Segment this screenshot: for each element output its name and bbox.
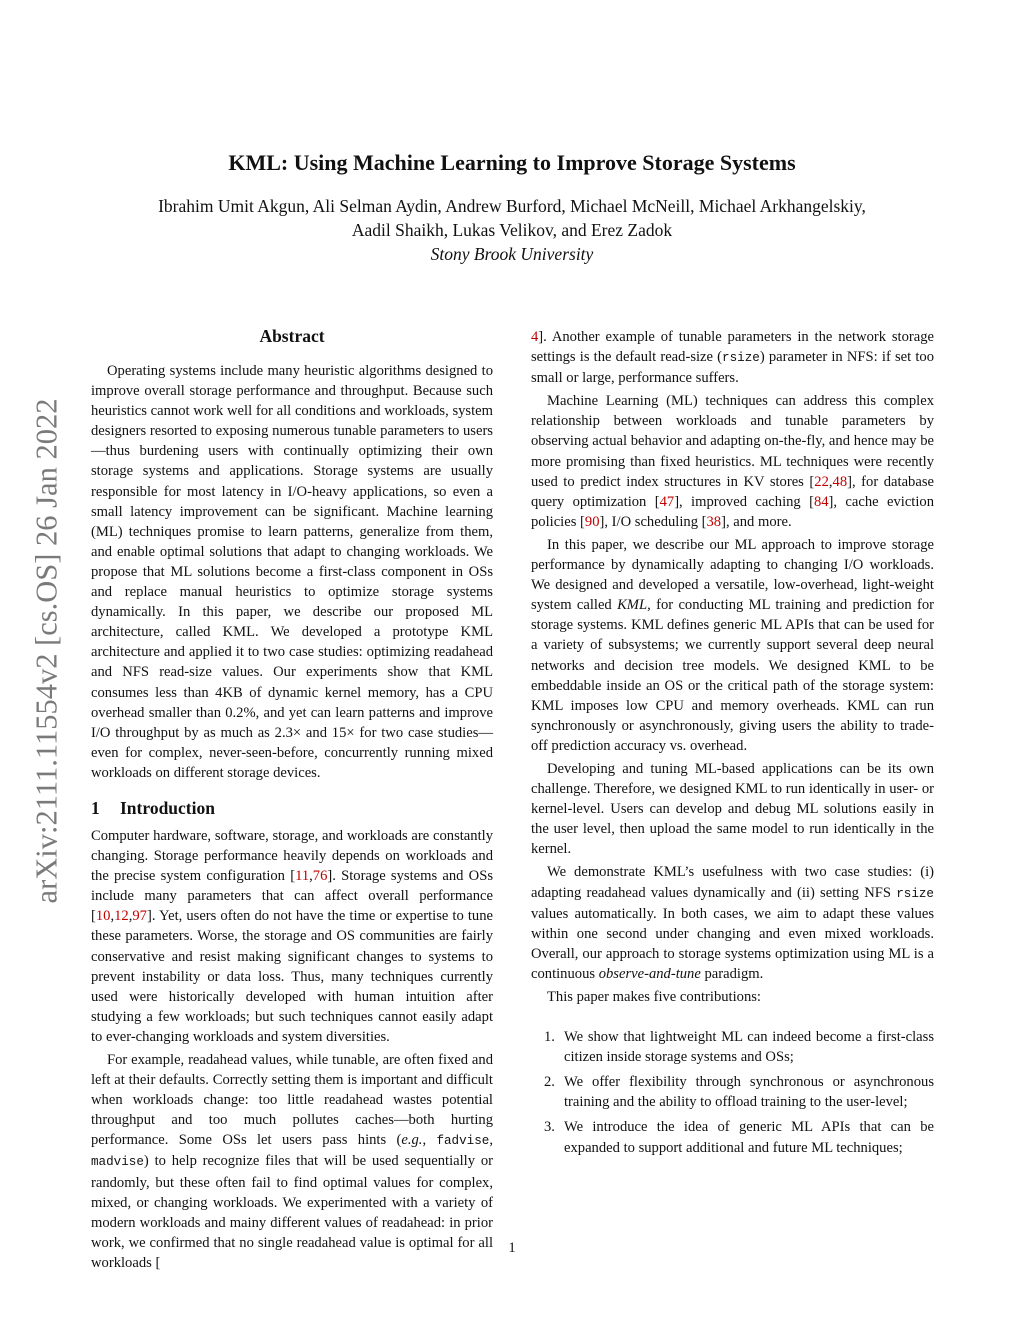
code-rsize: rsize <box>722 351 760 366</box>
authors-line-2: Aadil Shaikh, Lukas Velikov, and Erez Zadok <box>351 220 673 240</box>
intro-paragraph-6: We demonstrate KML’s usefulness with two case studies: (i) adapting readahead values dynamically and (ii) setting NFS rsize values automatically. In both cases, we aim to adapt these values within one second under changing and even mixed workloads. Overall, our approach to storage systems optimization using ML is a continuous observe-and-tune paradigm. <box>531 864 934 982</box>
intro-paragraph-3: Machine Learning (ML) techniques can address this complex relationship between workloads and tunable parameters by observing actual behavior and adapting on-the-fly, and hence may be more promising than fixed heuristics. ML techniques were recently used to predict index structures in KV stores [22,48], for database query optimization [47], improved caching [84], cache eviction policies [90], I/O scheduling [38], and more. <box>531 393 934 530</box>
intro-paragraph-2: For example, readahead values, while tunable, are often fixed and left at their defaults. Correctly setting them is important and difficult when workloads change: too little readahead wastes potential throughput and too much pollutes caches—both hurting performance. Some OSs let users pass hints (e.g., fadvise, madvise) to help recognize files that will be used sequentially or randomly, but these often fail to find optimal values for complex, mixed, or changing workloads. We experimented with a variety of modern workloads and mainy different values of readahead: in prior work, we confirmed that no single readahead value is optimal for all workloads [ <box>91 1052 493 1271</box>
arxiv-identifier: arXiv:2111.11554v2 [cs.OS] 26 Jan 2022 <box>29 398 64 904</box>
citation-link[interactable]: 48 <box>832 473 848 490</box>
citation-link[interactable]: 22 <box>814 473 829 490</box>
page-number: 1 <box>508 1240 516 1256</box>
intro-paragraph-5: Developing and tuning ML-based applications can be its own challenge. Therefore, we designed KML to run identically in user- or kernel-level. Users can develop and debug ML solutions easily in the user level, then upload the same model to run identically in the kernel. <box>531 760 934 858</box>
citation-link[interactable]: 97 <box>132 908 147 925</box>
list-item-text: We introduce the idea of generic ML APIs that can be expanded to support additional and future ML techniques; <box>564 1119 934 1156</box>
citation-link[interactable]: 12 <box>114 908 129 925</box>
citation-link[interactable]: 11 <box>295 868 310 885</box>
section-heading-introduction <box>91 796 493 820</box>
paragraph-2-continued: ) to help recognize files that will be used sequentially or randomly, but these often fail to find optimal values for complex, mixed, or changing workloads. We experimented with a variety of modern workloads and mainy different values of readahead: in prior work, we confirmed that no single readahead value is optimal for all workloads [ <box>91 1153 493 1271</box>
intro-paragraph-1: Computer hardware, software, storage, and workloads are constantly changing. Storage performance heavily depends on workloads and the precise system configuration [11,76]. Storage systems and OSs include many parameters that can affect overall performance [10,12,97]. Yet, users often do not have the time or expertise to tune these parameters. Worse, the storage and OS communities are fairly conservative and resist making significant changes to systems to prevent instability or data loss. Thus, many techniques currently used were historically developed with human intuition after studying a few workloads; but such techniques cannot easily adapt to ever-changing workloads and system diversities. <box>91 827 494 1045</box>
list-item-text: We offer flexibility through synchronous or asynchronous training and the ability to offload training to the user-level; <box>564 1074 934 1111</box>
code-madvise: madvise <box>91 1155 144 1170</box>
contributions-list <box>531 1027 934 1158</box>
code-rsize: rsize <box>896 886 934 901</box>
citation-link[interactable]: 10 <box>95 908 111 925</box>
abstract-text: Operating systems include many heuristic algorithms designed to improve overall storage performance and throughput. Because such heuristics cannot work well for all conditions and workloads, system designers resorted to exposing numerous tunable parameters to users—thus burdening users with continually optimizing their own storage systems and applications. Storage systems are usually responsible for most latency in I/O-heavy applications, so even a small latency improvement can be significant. Machine learning (ML) techniques promise to learn patterns, generalize from them, and enable optimal solutions that adapt to changing workloads. We propose that ML solutions become a first-class component in OSs and replace manual heuristics to optimize storage systems dynamically. In this paper, we describe our proposed ML architecture, called KML. We developed a prototype KML architecture and applied it to two case studies: optimizing readahead and NFS read-size values. Our experiments show that KML consumes less than 4KB of dynamic kernel memory, has a CPU overhead smaller than 0.2%, and yet can learn patterns and improve I/O throughput by as much as 2.3× and 15× for two case studies—even for complex, never-seen-before, concurrently running mixed workloads on different storage devices. <box>91 363 493 781</box>
kml-name: KML <box>617 597 648 614</box>
intro-paragraph-4: In this paper, we describe our ML approach to improve storage performance by dynamically adapting to changing I/O workloads. We designed and developed a versatile, low-overhead, light-weight system called KML, for conducting ML training and prediction for storage systems. KML defines generic ML APIs that can be used for a variety of subsystems; we currently support several deep neural networks and decision tree models. We designed KML to be embeddable inside an OS or the critical path of the storage system: KML imposes low CPU and memory overheads. KML can run synchronously or asynchronously, giving users the ability to trade-off prediction accuracy vs. overhead. <box>531 536 934 754</box>
section-number: 1 <box>91 797 100 818</box>
list-marker: 3. <box>544 1119 555 1136</box>
list-marker: 1. <box>544 1029 555 1046</box>
abstract-heading: Abstract <box>259 326 325 346</box>
left-column <box>91 323 493 1273</box>
list-item <box>531 1027 934 1067</box>
list-marker: 2. <box>544 1074 555 1091</box>
citation-link[interactable]: 38 <box>706 513 722 530</box>
author-block <box>100 194 924 266</box>
intro-paragraph-2-tail: 4]. Another example of tunable parameters in the network storage settings is the default read-size (rsize) parameter in NFS: if set too small or large, performance suffers. <box>531 329 934 387</box>
section-title: Introduction <box>120 797 215 818</box>
right-column <box>531 327 934 1163</box>
citation-link[interactable]: 47 <box>659 493 675 510</box>
authors-line-1: Ibrahim Umit Akgun, Ali Selman Aydin, Andrew Burford, Michael McNeill, Michael Arkhangelskiy, <box>158 196 866 216</box>
citation-link[interactable]: 84 <box>813 493 829 510</box>
citation-link[interactable]: 90 <box>584 513 600 530</box>
list-item-text: We show that lightweight ML can indeed become a first-class citizen inside storage systems and OSs; <box>564 1029 934 1066</box>
paper-title: KML: Using Machine Learning to Improve Storage Systems <box>228 150 796 175</box>
citation-link[interactable]: 4 <box>531 329 539 345</box>
affiliation: Stony Brook University <box>430 244 594 264</box>
list-item <box>531 1117 934 1157</box>
citation-link[interactable]: 76 <box>312 868 328 885</box>
code-fadvise: fadvise <box>436 1134 490 1149</box>
list-item <box>531 1072 934 1112</box>
intro-paragraph-7: This paper makes five contributions: <box>547 989 761 1005</box>
